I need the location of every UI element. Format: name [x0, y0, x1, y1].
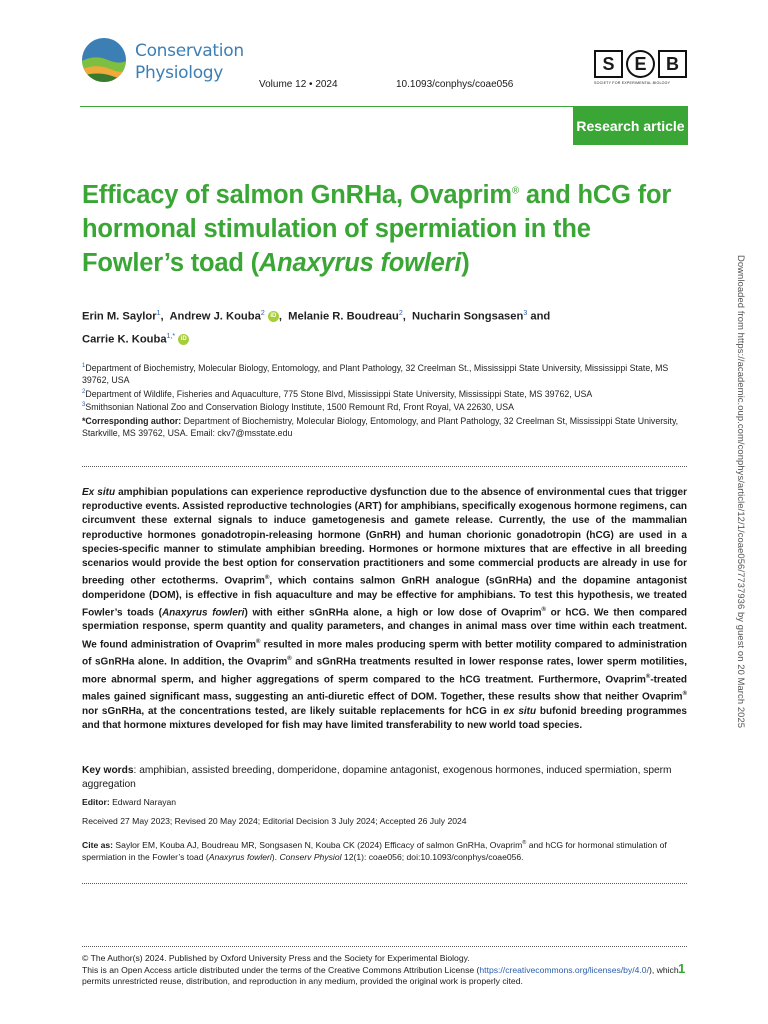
citation-text: Anaxyrus fowleri [208, 852, 272, 863]
journal-logo [80, 36, 250, 88]
abstract-text: resulted in more males producing sperm with better motility compared to administration of sGnRHa alone. In addition, the Ovaprim [82, 639, 688, 668]
author-name[interactable]: Melanie R. Boudreau [288, 310, 399, 323]
author-list: Erin M. Saylor$^1$, Andrew J. Kouba$^2$ iD , Melanie R. Boudreau$^2$, Nucharin Songsasen$^3$ and Carrie K. Kouba$^{1,*}$ iD [82, 310, 551, 346]
citation-text: ). [271, 852, 280, 863]
author-name[interactable]: Andrew J. Kouba [169, 310, 261, 323]
abstract-text: amphibian populations can experience reproductive dysfunction due to the absence of environmental cues that trigger reproductive events. Assisted reproductive technologies (ART) for amphibians, specifically exogenous hormone regimens, can circumvent these external signals to induce gametogenesis and gamete release. Currently, the use of the mammalian reproductive hormones gonadotropin-releasing hormone (GnRH) and human chorionic gonadotropin (hCG) are used in a species-specific manner to stimulate amphibian breeding. Hormones or hormone mixtures that are effective in all breeding scenarios would provide the best option for conservation practitioners and some commercial products are already in use for breeding other ectotherms. Ovaprim [82, 487, 687, 587]
license-link[interactable]: https://creativecommons.org/licenses/by/4.0/ [479, 964, 649, 975]
keywords-label: Key words [82, 765, 134, 776]
corresponding-text: Department of Biochemistry, Molecular Biology, Entomology, and Plant Pathology, 32 Creelman St, Mississippi State University, Starkville, MS 39762, USA. Email: ckv7@msstate.edu [82, 416, 679, 438]
seb-letter-e: E [626, 50, 655, 78]
editor-label: Editor: [82, 797, 110, 807]
author-name[interactable]: Erin M. Saylor [82, 310, 157, 323]
title-part: ) [461, 249, 470, 277]
author-affiliation-ref: 3 [523, 310, 528, 317]
author-name[interactable]: Nucharin Songsasen [412, 310, 524, 323]
affiliation-number: 3 [82, 402, 86, 409]
abstract-text: or hCG. We then compared spermiation response, sperm quantity and quality parameters, and changes in animal mass over time within each treatment. We found administration of Ovaprim [82, 607, 687, 651]
title-registered-mark: ® [511, 185, 520, 197]
abstract-text: Ex situ [82, 487, 116, 498]
affiliation-text: Department of Biochemistry, Molecular Biology, Entomology, and Plant Pathology, 32 Creelman St., Mississippi State University, Mississippi State, MS 39762, USA [82, 362, 669, 385]
editor-name: Edward Narayan [109, 797, 177, 807]
citation-journal: Conserv Physiol [279, 852, 342, 863]
author-affiliation-ref: 1 [156, 310, 161, 317]
author-affiliation-ref: 2 [260, 310, 265, 317]
abstract-text: bufonid breeding programmes and that hormone mixtures developed for fish may have limited transferability to new world toad species. [82, 705, 687, 732]
registered-mark: ® [264, 575, 270, 582]
seb-logo [594, 50, 687, 85]
citation [82, 837, 687, 864]
registered-mark: ® [541, 606, 546, 613]
article-dates: Received 27 May 2023; Revised 20 May 2024; Editorial Decision 3 July 2024; Accepted 26 July 2024 [82, 816, 467, 826]
license-text-part: ), which permits unrestricted reuse, distribution, and reproduction in any medium, provided the original work is properly cited. [82, 964, 679, 986]
keywords-text: : amphibian, assisted breeding, domperidone, dopamine antagonist, exogenous hormones, induced spermiation, sperm aggregation [82, 765, 672, 790]
abstract-text: Anaxyrus fowleri [161, 607, 245, 619]
citation-text: 12(1): coae056; doi:10.1093/conphys/coae056. [341, 852, 524, 863]
affiliation-item [82, 387, 687, 401]
title-part: Efficacy of salmon GnRHa, Ovaprim [82, 181, 512, 209]
affiliation-text: Smithsonian National Zoo and Conservation Biology Institute, 1500 Remount Rd, Front Royal, VA 22630, USA [85, 402, 515, 413]
author-joiner: and [530, 310, 551, 323]
license-text [82, 965, 682, 988]
journal-name-line2: Physiology [135, 63, 224, 83]
corresponding-label: *Corresponding author: [82, 416, 182, 426]
divider [82, 946, 687, 947]
page-number: 1 [678, 961, 686, 976]
abstract-text: -treated males gained significant mass, suggesting an anti-diuretic effect of DOM. Together, these results show that neither Ovaprim [82, 674, 687, 703]
affiliation-text: Department of Wildlife, Fisheries and Aquaculture, 775 Stone Blvd, Mississippi State University, Mississippi State, MS 39762, USA [85, 388, 593, 399]
author-affiliation-ref: 1,* [166, 332, 176, 340]
affiliation-item [82, 361, 687, 387]
seb-letter-s: S [594, 50, 623, 78]
registered-mark: ® [522, 840, 527, 846]
license-text-part: This is an Open Access article distributed under the terms of the Creative Commons Attribution License ( [82, 964, 480, 975]
divider [82, 466, 687, 467]
journal-name-line1: Conservation [135, 41, 244, 61]
abstract [82, 486, 687, 733]
journal-logo-mark-icon [80, 36, 130, 86]
seb-letter-b: B [658, 50, 687, 78]
affiliations [82, 361, 687, 414]
registered-mark: ® [682, 691, 687, 698]
divider [82, 883, 687, 884]
author-affiliation-ref: 2 [398, 310, 403, 317]
title-species: Anaxyrus fowleri [258, 249, 462, 277]
orcid-icon[interactable]: iD [178, 334, 189, 345]
citation-label: Cite as: [82, 839, 114, 850]
article-title [82, 178, 682, 280]
abstract-text: and sGnRHa treatments resulted in lower response rates, lower sperm motilities, more abnormal sperm, and higher aggregations of sperm compared to the hCG treatment. Furthermore, Ovaprim [82, 656, 687, 686]
citation-text: Saylor EM, Kouba AJ, Boudreau MR, Songsasen N, Kouba CK (2024) Efficacy of salmon GnRHa, Ovaprim [113, 839, 523, 850]
registered-mark: ® [645, 673, 651, 680]
affiliation-number: 1 [82, 363, 86, 369]
keywords [82, 764, 687, 792]
title-part: and hCG for hormonal stimulation of spermiation in the Fowler’s toad ( [82, 181, 672, 277]
abstract-text: ) with either sGnRHa alone, a high or low dose of Ovaprim [244, 607, 542, 619]
copyright-text: © The Author(s) 2024. Published by Oxford University Press and the Society for Experimental Biology. [82, 953, 470, 963]
article-type-badge: Research article [573, 107, 688, 145]
affiliation-item [82, 400, 687, 414]
seb-name: SOCIETY FOR EXPERIMENTAL BIOLOGY [594, 81, 671, 85]
orcid-icon[interactable]: iD [268, 311, 279, 322]
editor [82, 797, 176, 807]
abstract-text: nor sGnRHa, at the concentrations tested, are likely suitable replacements for hCG in [82, 705, 504, 717]
volume-label: Volume 12 • 2024 [259, 79, 338, 90]
download-note: Downloaded from https://academic.oup.com/conphys/article/12/1/coae056/7737936 by guest on 20 March 2025 [736, 255, 747, 729]
author-name[interactable]: Carrie K. Kouba [82, 333, 167, 346]
citation-text: and hCG for hormonal stimulation of spermiation in the Fowler’s toad ( [82, 839, 667, 863]
abstract-text: ex situ [503, 705, 537, 717]
registered-mark: ® [287, 656, 292, 663]
abstract-text: , which contains salmon GnRH analogue (sGnRHa) and the dopamine antagonist domperidone (DOM), is effective in fish aquaculture and may be effective for amphibians. To test this hypothesis, we treated Fowler’s toads ( [82, 575, 687, 619]
corresponding-author [82, 416, 687, 440]
license-footer [82, 953, 682, 988]
affiliation-number: 2 [82, 388, 86, 395]
doi-label: 10.1093/conphys/coae056 [396, 79, 514, 90]
registered-mark: ® [256, 638, 261, 645]
